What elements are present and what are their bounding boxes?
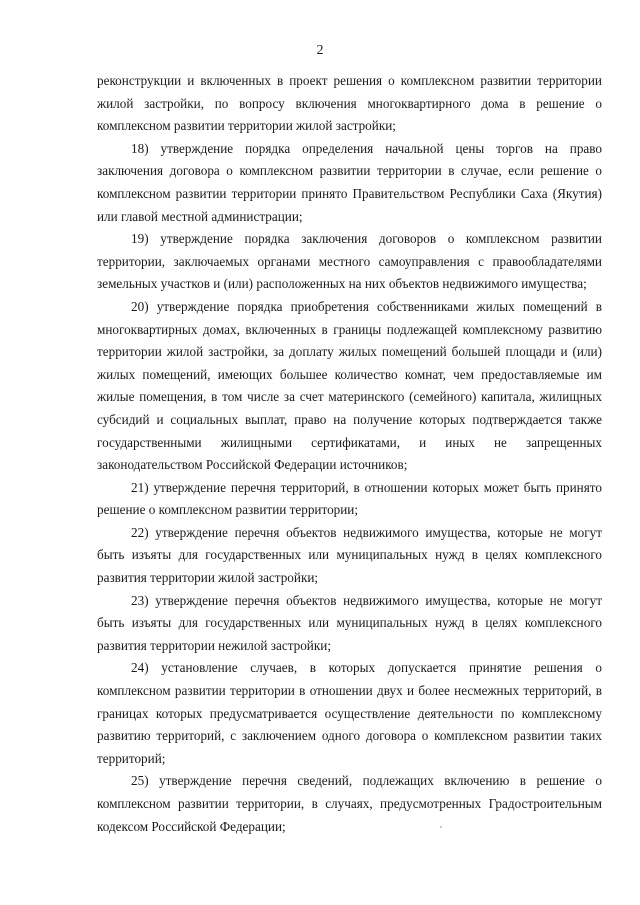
paragraph-item-22: 22) утверждение перечня объектов недвижимого имущества, которые не могут быть изъяты для государственных или муниципальных нужд в целях комплексного развития территории жилой застройки; (97, 524, 602, 586)
scan-speck (440, 826, 442, 828)
paragraph-continuation: реконструкции и включенных в проект решения о комплексном развитии территории жилой застройки, по вопросу включения многоквартирного дома в решение о комплексном развитии территории жилой застройки; (97, 73, 602, 134)
paragraph-item-18: 18) утверждение порядка определения начальной цены торгов на право заключения договора о комплексном развитии территории в случае, если решение о комплексном развитии территории принято Правительством Республики Саха (Якутия) или главой местной администрации; (97, 140, 602, 224)
document-body (97, 70, 602, 838)
paragraph-item-24: 24) установление случаев, в которых допускается принятие решения о комплексном развитии территории в отношении двух и более несмежных территорий, в границах которых предусматривается осуществление деятельности по комплексному развитию территорий, с заключением одного договора о комплексном развитии таких территорий; (97, 660, 602, 766)
paragraph-item-25: 25) утверждение перечня сведений, подлежащих включению в решение о комплексном развитии территории, в случаях, предусмотренных Градостроительным кодексом Российской Федерации; (97, 773, 602, 834)
page-number: 2 (316, 43, 324, 58)
paragraph-item-20: 20) утверждение порядка приобретения собственниками жилых помещений в многоквартирных домах, включенных в границы подлежащей комплексному развитию территории жилой застройки, за доплату жилых помещений большей площади и (или) жилых помещений, имеющих большее количество комнат, чем предоставляемые им жилые помещения, в том числе за счет материнского (семейного) капитала, жилищных субсидий и социальных выплат, право на получение которых подтверждается также государственными жилищными сертификатами, и иных не запрещенных законодательством Российской Федерации источников; (97, 298, 602, 473)
paragraph-item-21: 21) утверждение перечня территорий, в отношении которых может быть принято решение о комплексном развитии территории; (97, 479, 602, 518)
paragraph-item-19: 19) утверждение порядка заключения договоров о комплексном развитии территории, заключаемых органами местного самоуправления с правообладателями земельных участков и (или) расположенных на них объектов недвижимого имущества; (97, 231, 602, 292)
paragraph-item-23: 23) утверждение перечня объектов недвижимого имущества, которые не могут быть изъяты для государственных или муниципальных нужд в целях комплексного развития территории нежилой застройки; (97, 592, 602, 653)
